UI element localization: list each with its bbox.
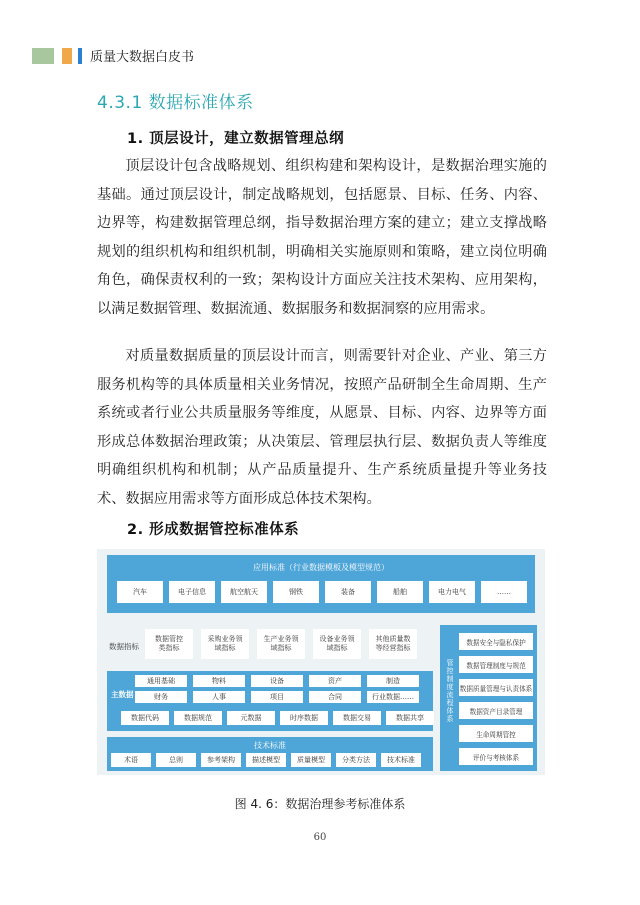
industry-item: 汽车 — [117, 581, 163, 603]
subsection-title-1: 1. 顶层设计，建立数据管理总纲 — [127, 131, 345, 147]
industry-item: 装备 — [325, 581, 371, 603]
paragraph-1: 顶层设计包含战略规划、组织构建和架构设计，是数据治理实施的基础。通过顶层设计，制定战略规划，包括愿景、目标、任务、内容、边界等，构建数据管理总纲，指导数据治理方案的建立；建立支撑战略规划的组织机构和组织机制，明确相关实施原则和策略，建立岗位明确角色，确保责权利的一致；架构设计方面应关注技术架构、应用架构，以满足数据管理、数据流通、数据服务和数据洞察的应用需求。 — [97, 158, 547, 317]
governance-item: 数据安全与隐私保护 — [459, 633, 533, 650]
technical-standard-item: 描述模型 — [246, 753, 286, 767]
header-blue-block — [78, 48, 82, 64]
header-title: 质量大数据白皮书 — [90, 50, 195, 65]
data-standard-item: 数据共享 — [386, 711, 434, 725]
governance-item: 评价与考核体系 — [459, 748, 533, 765]
indicator-item: 数据管控 类指标 — [145, 629, 193, 659]
master-data-item: 通用基础 — [135, 675, 187, 687]
header-green-block — [32, 48, 54, 64]
indicator-label: 数据指标 — [109, 642, 139, 651]
technical-standard-item: 术语 — [111, 753, 151, 767]
paragraph-2: 对质量数据质量的顶层设计而言，则需要针对企业、产业、第三方服务机构等的具体质量相关业务情况，按照产品研制全生命周期、生产系统或者行业公共质量服务等维度，从愿景、目标、内容、边界等方面形成总体数据治理政策；从决策层、管理层执行层、数据负责人等维度明确组织机构和机制；从产品质量提升、生产系统质量提升等业务技术、数据应用需求等方面形成总体技术架构。 — [97, 348, 547, 507]
header-orange-block — [62, 48, 72, 64]
data-standard-item: 数据规范 — [174, 711, 222, 725]
technical-standard-item: 参考架构 — [201, 753, 241, 767]
indicator-item: 生产业务领 域指标 — [257, 629, 305, 659]
governance-item: 生命周期管控 — [459, 725, 533, 742]
application-standard-title: 应用标准（行业数据模板及模型规范） — [253, 563, 389, 572]
technical-standard-item: 总则 — [156, 753, 196, 767]
technical-standard-item: 分类方法 — [336, 753, 376, 767]
governance-item: 数据资产目录管理 — [459, 702, 533, 719]
master-data-item: 物料 — [193, 675, 245, 687]
industry-item: 航空航天 — [221, 581, 267, 603]
industry-item: 电力电气 — [429, 581, 475, 603]
subsection-title-2: 2. 形成数据管控标准体系 — [127, 522, 300, 538]
section-title: 4.3.1 数据标准体系 — [97, 93, 254, 113]
industry-item: 船舶 — [377, 581, 423, 603]
application-standard-band — [107, 555, 535, 613]
technical-standard-item: 质量模型 — [291, 753, 331, 767]
data-standard-item: 时序数据 — [280, 711, 328, 725]
industry-item: …… — [481, 581, 527, 603]
master-data-item: 制造 — [367, 675, 419, 687]
governance-item: 数据质量管理与认责体系 — [459, 679, 533, 696]
page-number: 60 — [313, 832, 327, 843]
industry-item: 钢铁 — [273, 581, 319, 603]
master-data-item: 资产 — [309, 675, 361, 687]
master-data-label: 主数据 — [111, 690, 134, 699]
master-data-item: 财务 — [135, 691, 187, 703]
industry-item: 电子信息 — [169, 581, 215, 603]
master-data-item: 行业数据…… — [367, 691, 419, 703]
master-data-item: 合同 — [309, 691, 361, 703]
standards-diagram — [97, 549, 545, 775]
data-standard-item: 元数据 — [227, 711, 275, 725]
governance-item: 数据管理制度与规范 — [459, 656, 533, 673]
master-data-item: 设备 — [251, 675, 303, 687]
data-standard-item: 数据代码 — [121, 711, 169, 725]
technical-standard-item: 技术标准 — [381, 753, 421, 767]
indicator-item: 设备业务领 域指标 — [313, 629, 361, 659]
data-standard-item: 数据交易 — [333, 711, 381, 725]
indicator-item: 采购业务领 域指标 — [201, 629, 249, 659]
master-data-item: 人事 — [193, 691, 245, 703]
figure-caption: 图 4. 6：数据治理参考标准体系 — [234, 797, 406, 811]
master-data-item: 项目 — [251, 691, 303, 703]
indicator-item: 其他质量数 等经营指标 — [369, 629, 417, 659]
governance-flow-label: 管 控 制 度 流 程 体 系 — [446, 659, 454, 723]
technical-standard-title: 技术标准 — [254, 741, 286, 750]
